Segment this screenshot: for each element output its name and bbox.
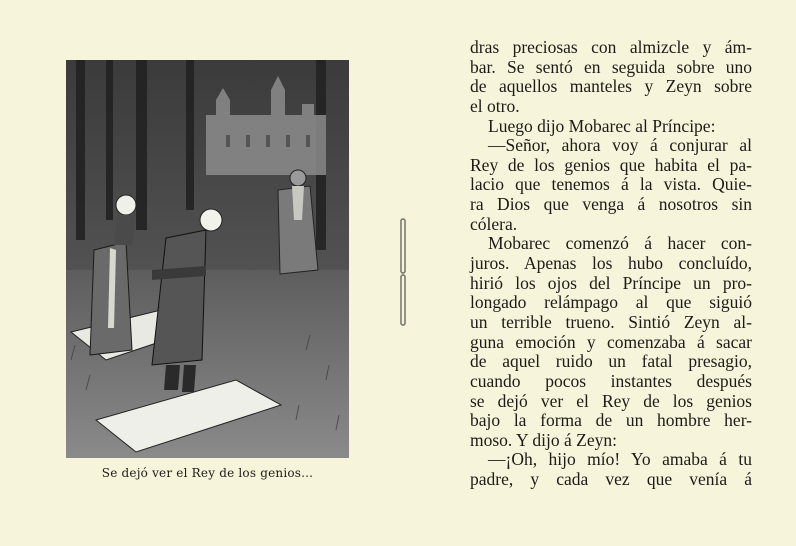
text-line: —¡Oh, hijo mío! Yo amaba á tu — [488, 449, 752, 470]
text-line: longado relámpago al que siguió — [470, 292, 752, 313]
text-line: Rey de los genios que habita el pa- — [470, 154, 752, 175]
text-line: se dejó ver el Rey de los genios — [470, 390, 752, 411]
body-text — [470, 38, 752, 490]
text-line: padre, y cada vez que venía á — [470, 469, 752, 490]
text-line: dras preciosas con almizcle y ám- — [470, 37, 752, 57]
text-line: Luego dijo Mobarec al Príncipe: — [488, 115, 716, 136]
text-line: lacio que tenemos á la vista. Quie- — [470, 174, 752, 195]
illustration-caption: Se dejó ver el Rey de los genios... — [101, 466, 314, 480]
text-line: de aquel ruido un fatal presagio, — [470, 351, 752, 372]
text-line: guna emoción y comenzaba á sacar — [470, 331, 752, 352]
text-line: hirió los ojos del Príncipe un pro- — [470, 272, 752, 293]
illustration-plate — [66, 60, 349, 458]
text-line: cuando pocos instantes después — [470, 370, 752, 391]
text-line: bajo la forma de un hombre her- — [470, 410, 752, 431]
text-line: bar. Se sentó en seguida sobre uno — [470, 56, 752, 77]
text-line: moso. Y dijo á Zeyn: — [470, 429, 617, 450]
text-line: de aquellos manteles y Zeyn sobre — [470, 76, 752, 97]
text-line: un terrible trueno. Sintió Zeyn al- — [470, 311, 752, 332]
text-line: Mobarec comenzó á hacer con- — [488, 233, 752, 254]
text-line: ra Dios que venga á nosotros sin — [470, 194, 752, 215]
engraving-illustration — [66, 60, 349, 458]
text-line: cólera. — [470, 213, 518, 234]
text-line: —Señor, ahora voy á conjurar al — [488, 135, 752, 156]
text-line: juros. Apenas los hubo concluído, — [470, 253, 752, 274]
text-line: el otro. — [470, 95, 520, 116]
